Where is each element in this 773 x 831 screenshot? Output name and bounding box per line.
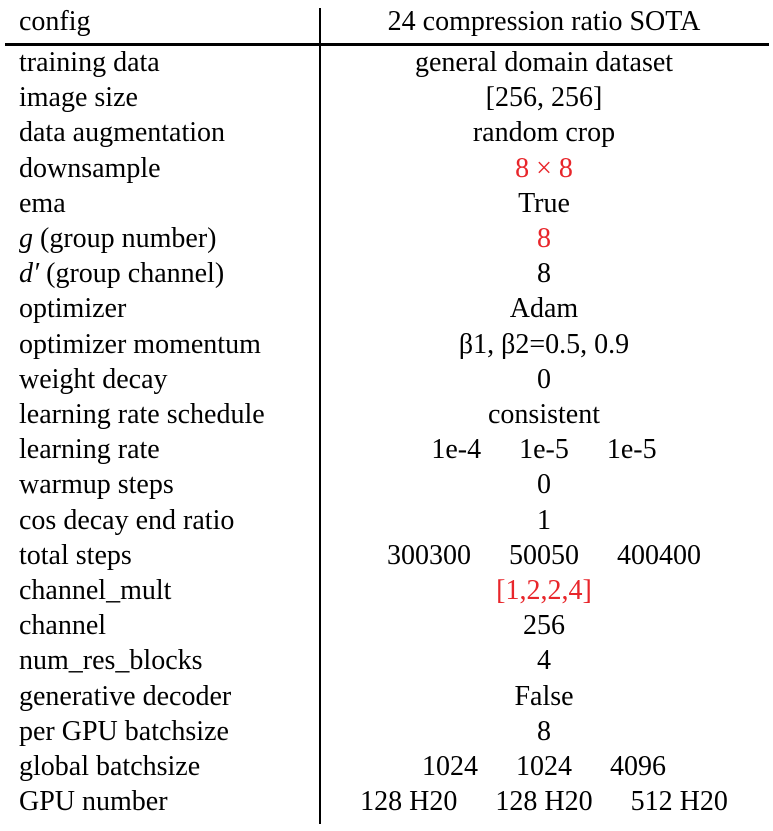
row-key: learning rate [19, 434, 160, 466]
row-values [320, 643, 768, 678]
row-value: 0 [537, 469, 551, 501]
row-key: optimizer [19, 293, 127, 325]
table-row [0, 151, 773, 186]
row-values [320, 327, 768, 362]
row-values [320, 503, 768, 538]
row-value: 1024 [422, 751, 478, 782]
row-value: 8 × 8 [515, 152, 573, 184]
row-value: consistent [488, 399, 600, 430]
row-key: training data [19, 47, 160, 78]
row-key: num_res_blocks [19, 645, 203, 677]
row-key-symbol: d′ [19, 258, 40, 290]
row-key: ema [19, 187, 66, 219]
row-value: general domain dataset [414, 47, 674, 78]
table-row [0, 538, 773, 573]
row-value: Adam [509, 293, 579, 325]
row-values [320, 679, 768, 714]
row-values [320, 80, 768, 115]
row-value: 4 [537, 645, 551, 677]
row-value: 1e-5 [606, 434, 657, 466]
row-key-label: (group number) [33, 223, 217, 254]
table-row [0, 327, 773, 362]
row-value: True [518, 187, 570, 219]
row-value: [1,2,2,4] [496, 575, 592, 606]
row-values [320, 749, 768, 784]
table-row [0, 503, 773, 538]
table-row [0, 573, 773, 608]
row-values [320, 608, 768, 643]
row-key: channel_mult [19, 575, 172, 606]
row-values [320, 256, 768, 291]
row-key: GPU number [19, 786, 168, 818]
row-value: 300300 [387, 539, 471, 571]
row-value: 512 H20 [630, 786, 728, 818]
row-key: global batchsize [19, 751, 201, 782]
row-value: 50050 [509, 539, 579, 571]
row-value: 0 [537, 363, 551, 395]
row-key: optimizer momentum [19, 328, 261, 360]
row-key [19, 221, 217, 256]
row-value: 1024 [516, 751, 572, 782]
table-row [0, 362, 773, 397]
row-value: 8 [537, 223, 551, 254]
row-value: 1e-5 [519, 434, 569, 466]
row-values [320, 115, 768, 150]
table-row [0, 467, 773, 502]
row-key: data augmentation [19, 117, 226, 149]
table-row [0, 186, 773, 221]
table-row [0, 45, 773, 80]
row-key: channel [19, 610, 107, 642]
row-values [320, 432, 768, 467]
row-value: 400400 [617, 539, 701, 571]
header-config-label: config [19, 6, 91, 37]
table-row [0, 291, 773, 326]
row-values [320, 714, 768, 749]
row-key [19, 256, 224, 291]
row-key-label: (group channel) [39, 258, 225, 290]
row-key: image size [19, 82, 138, 114]
row-values [320, 467, 768, 502]
row-value: 4096 [610, 751, 666, 782]
row-key: total steps [19, 539, 132, 571]
row-value: [256, 256] [485, 82, 603, 114]
header-value-label [320, 4, 768, 39]
row-value: β1, β2=0.5, 0.9 [458, 328, 630, 360]
table-row [0, 643, 773, 678]
table-row [0, 115, 773, 150]
row-values [320, 186, 768, 221]
table-row [0, 784, 773, 819]
row-key-symbol: g [19, 223, 33, 254]
row-values [320, 45, 768, 80]
row-key: warmup steps [19, 469, 174, 501]
table-row [0, 679, 773, 714]
table-row [0, 714, 773, 749]
row-key: weight decay [19, 363, 168, 395]
row-values [320, 397, 768, 432]
row-value: 8 [537, 715, 551, 747]
table-row [0, 432, 773, 467]
row-key: per GPU batchsize [19, 715, 229, 747]
row-values [320, 538, 768, 573]
row-value: 1 [537, 504, 551, 536]
row-key: downsample [19, 152, 161, 184]
header-value-text: 24 compression ratio SOTA [387, 6, 701, 37]
row-key: learning rate schedule [19, 399, 265, 430]
row-values [320, 221, 768, 256]
row-key: cos decay end ratio [19, 504, 235, 536]
table-row [0, 221, 773, 256]
table-row [0, 256, 773, 291]
row-value: random crop [472, 117, 616, 149]
row-values [320, 573, 768, 608]
row-key: generative decoder [19, 680, 232, 712]
row-value: 128 H20 [495, 786, 593, 818]
row-values [320, 362, 768, 397]
row-value: 8 [537, 258, 551, 290]
row-values [320, 291, 768, 326]
table-row [0, 608, 773, 643]
row-values [320, 151, 768, 186]
table-row [0, 80, 773, 115]
row-value: 256 [523, 610, 565, 642]
row-value: 128 H20 [360, 786, 458, 818]
table-header-row [0, 4, 773, 39]
table-row [0, 749, 773, 784]
table-row [0, 397, 773, 432]
row-value: False [514, 680, 574, 712]
row-values [320, 784, 768, 819]
row-value: 1e-4 [431, 434, 482, 466]
